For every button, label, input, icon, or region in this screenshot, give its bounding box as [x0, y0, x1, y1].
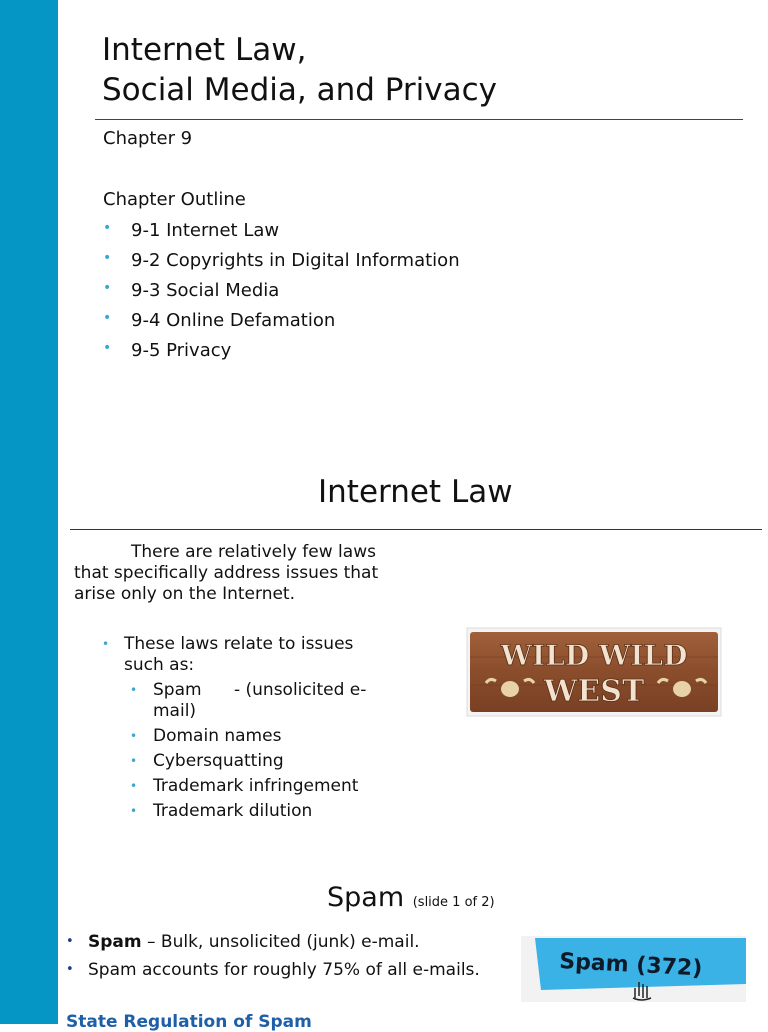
bullet-icon: •	[130, 779, 138, 793]
bullet-icon: •	[130, 729, 138, 743]
bullet-icon: •	[130, 804, 138, 818]
outline-item: • 9-5 Privacy	[103, 336, 460, 366]
bullet-icon: •	[102, 637, 110, 651]
bullet-icon: •	[103, 340, 112, 356]
outline-item: • 9-2 Copyrights in Digital Information	[103, 246, 460, 276]
bullet-icon: •	[103, 280, 112, 296]
bullet-icon: •	[66, 962, 74, 977]
sign-text-bottom: WEST	[543, 674, 645, 709]
title-line-2: Social Media, and Privacy	[102, 72, 497, 108]
outline-heading: Chapter Outline	[103, 189, 246, 210]
bullet-icon: •	[103, 220, 112, 236]
sign-text-top: WILD WILD	[500, 639, 688, 672]
state-regulation-heading: State Regulation of Spam	[66, 1012, 312, 1032]
bullet-icon: •	[130, 754, 138, 768]
slide-title	[102, 30, 497, 110]
intro-paragraph: There are relatively few laws that specifically address issues that arise only on the Internet.	[74, 542, 379, 604]
sub-list-item: • Domain names	[130, 726, 282, 746]
spam-list	[66, 928, 506, 984]
title-divider	[95, 119, 743, 120]
spam-folder-image	[521, 936, 746, 1002]
bullet-icon: •	[66, 934, 74, 949]
list-item: • Spam accounts for roughly 75% of all e-mails.	[66, 956, 506, 984]
chapter-outline-list	[103, 216, 460, 366]
bullet-icon: •	[103, 250, 112, 266]
spam-count-label: Spam (372)	[558, 949, 703, 982]
outline-item: • 9-4 Online Defamation	[103, 306, 460, 336]
section-divider	[70, 529, 762, 530]
sub-list-item: • Cybersquatting	[130, 751, 284, 771]
chapter-label: Chapter 9	[103, 128, 193, 149]
bullet-icon: •	[103, 310, 112, 326]
spam-term: Spam	[88, 932, 142, 952]
issues-list	[102, 634, 382, 826]
left-accent-bar	[0, 0, 58, 1024]
bullet-icon: •	[130, 683, 138, 697]
internet-law-title: Internet Law	[318, 474, 513, 510]
sub-list-item: • Spam - (unsolicited e-mail)	[130, 680, 367, 721]
outline-item: • 9-1 Internet Law	[103, 216, 460, 246]
spam-title: Spam (slide 1 of 2)	[327, 882, 495, 913]
list-item: • Spam – Bulk, unsolicited (junk) e-mail.	[66, 928, 506, 956]
wild-west-sign-image	[466, 627, 722, 717]
list-item: • These laws relate to issues such as: • Spam - (unsolicited e-mail) • Domain names • Cybersquatting • Trademark infringement • Trademark dilution	[102, 634, 382, 822]
sub-list-item: • Trademark dilution	[130, 801, 313, 821]
sub-list-item: • Trademark infringement	[130, 776, 359, 796]
slide-note: (slide 1 of 2)	[412, 895, 495, 910]
sub-issues-list	[124, 680, 382, 822]
outline-item: • 9-3 Social Media	[103, 276, 460, 306]
title-line-1: Internet Law,	[102, 32, 307, 68]
